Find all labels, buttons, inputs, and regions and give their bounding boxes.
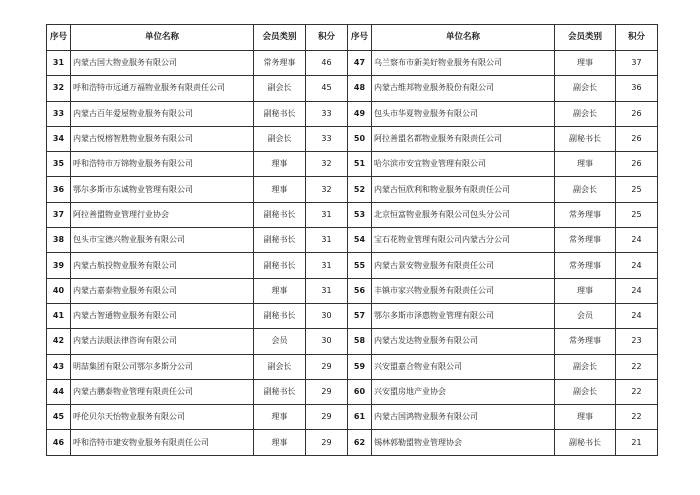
table-row (47, 278, 658, 303)
member-type-right: 常务理事 (555, 329, 616, 354)
seq-left: 45 (47, 405, 71, 430)
seq-left: 42 (47, 329, 71, 354)
seq-left: 35 (47, 152, 71, 177)
unit-name-right: 北京恒富物业服务有限公司包头分公司 (372, 202, 555, 227)
seq-right: 56 (348, 278, 372, 303)
unit-name-left: 内蒙古航投物业服务有限公司 (71, 253, 254, 278)
score-left: 29 (306, 430, 348, 455)
member-type-right: 副会长 (555, 379, 616, 404)
table-row (47, 152, 658, 177)
member-type-left: 副秘书长 (254, 228, 306, 253)
score-right: 25 (616, 177, 658, 202)
header-seq-right: 序号 (348, 25, 372, 51)
table-row (47, 303, 658, 328)
member-type-left: 理事 (254, 405, 306, 430)
seq-left: 43 (47, 354, 71, 379)
score-right: 26 (616, 101, 658, 126)
member-type-left: 理事 (254, 177, 306, 202)
member-type-right: 副秘书长 (555, 126, 616, 151)
score-left: 31 (306, 228, 348, 253)
score-right: 25 (616, 202, 658, 227)
score-left: 29 (306, 405, 348, 430)
score-left: 31 (306, 253, 348, 278)
score-left: 32 (306, 177, 348, 202)
seq-right: 51 (348, 152, 372, 177)
unit-name-right: 内蒙古景安物业服务有限责任公司 (372, 253, 555, 278)
member-type-left: 副会长 (254, 354, 306, 379)
seq-left: 40 (47, 278, 71, 303)
unit-name-right: 内蒙古维邦物业服务股份有限公司 (372, 76, 555, 101)
table-body (47, 51, 658, 456)
unit-name-left: 呼和浩特市万锦物业服务有限公司 (71, 152, 254, 177)
member-type-left: 副秘书长 (254, 101, 306, 126)
table-row (47, 329, 658, 354)
seq-right: 60 (348, 379, 372, 404)
score-right: 22 (616, 379, 658, 404)
score-right: 26 (616, 126, 658, 151)
unit-name-left: 呼伦贝尔天怡物业服务有限公司 (71, 405, 254, 430)
unit-name-left: 内蒙古百年爱屋物业服务有限公司 (71, 101, 254, 126)
unit-name-left: 呼和浩特市建安物业服务有限责任公司 (71, 430, 254, 455)
member-type-right: 副会长 (555, 354, 616, 379)
header-name-right: 单位名称 (372, 25, 555, 51)
unit-name-left: 内蒙古国大物业服务有限公司 (71, 51, 254, 76)
score-left: 29 (306, 379, 348, 404)
table-row (47, 202, 658, 227)
unit-name-left: 内蒙古嘉泰物业服务有限公司 (71, 278, 254, 303)
score-right: 21 (616, 430, 658, 455)
member-type-right: 理事 (555, 405, 616, 430)
unit-name-left: 阿拉善盟物业管理行业协会 (71, 202, 254, 227)
member-type-right: 副会长 (555, 101, 616, 126)
member-score-sheet (46, 24, 657, 456)
score-right: 24 (616, 278, 658, 303)
seq-right: 52 (348, 177, 372, 202)
member-type-left: 副秘书长 (254, 303, 306, 328)
table-row (47, 379, 658, 404)
header-row (47, 25, 658, 51)
score-right: 24 (616, 228, 658, 253)
score-right: 36 (616, 76, 658, 101)
member-type-left: 理事 (254, 152, 306, 177)
unit-name-left: 呼和浩特市远通万福物业服务有限责任公司 (71, 76, 254, 101)
score-right: 23 (616, 329, 658, 354)
member-type-right: 常务理事 (555, 228, 616, 253)
seq-left: 33 (47, 101, 71, 126)
member-type-left: 理事 (254, 430, 306, 455)
table-row (47, 430, 658, 455)
score-left: 29 (306, 354, 348, 379)
score-right: 24 (616, 303, 658, 328)
member-type-right: 理事 (555, 278, 616, 303)
seq-left: 38 (47, 228, 71, 253)
table-row (47, 177, 658, 202)
member-type-right: 副会长 (555, 76, 616, 101)
unit-name-right: 哈尔滨市安宜物业管理有限公司 (372, 152, 555, 177)
seq-left: 39 (47, 253, 71, 278)
score-right: 37 (616, 51, 658, 76)
header-type-left: 会员类别 (254, 25, 306, 51)
header-type-right: 会员类别 (555, 25, 616, 51)
score-left: 30 (306, 303, 348, 328)
score-left: 33 (306, 101, 348, 126)
score-left: 31 (306, 202, 348, 227)
member-type-left: 副会长 (254, 76, 306, 101)
header-seq-left: 序号 (47, 25, 71, 51)
unit-name-left: 内蒙古鹏泰物业管理有限责任公司 (71, 379, 254, 404)
member-type-right: 副秘书长 (555, 430, 616, 455)
member-type-right: 会员 (555, 303, 616, 328)
table-row (47, 354, 658, 379)
score-left: 33 (306, 126, 348, 151)
seq-left: 31 (47, 51, 71, 76)
seq-right: 50 (348, 126, 372, 151)
score-right: 22 (616, 354, 658, 379)
seq-right: 58 (348, 329, 372, 354)
table-row (47, 101, 658, 126)
seq-right: 57 (348, 303, 372, 328)
unit-name-right: 内蒙古发达物业服务有限公司 (372, 329, 555, 354)
seq-right: 59 (348, 354, 372, 379)
unit-name-left: 包头市宝德兴物业服务有限公司 (71, 228, 254, 253)
table-row (47, 405, 658, 430)
score-left: 32 (306, 152, 348, 177)
header-score-right: 积分 (616, 25, 658, 51)
unit-name-left: 明喆集团有限公司鄂尔多斯分公司 (71, 354, 254, 379)
member-type-left: 副秘书长 (254, 379, 306, 404)
member-type-right: 副会长 (555, 177, 616, 202)
seq-right: 49 (348, 101, 372, 126)
table-row (47, 228, 658, 253)
table-row (47, 126, 658, 151)
unit-name-right: 阿拉善盟名都物业服务有限责任公司 (372, 126, 555, 151)
seq-left: 41 (47, 303, 71, 328)
unit-name-left: 内蒙古悦榕智胜物业服务有限公司 (71, 126, 254, 151)
seq-left: 34 (47, 126, 71, 151)
seq-left: 44 (47, 379, 71, 404)
unit-name-right: 宝石花物业管理有限公司内蒙古分公司 (372, 228, 555, 253)
score-left: 31 (306, 278, 348, 303)
seq-right: 55 (348, 253, 372, 278)
score-right: 26 (616, 152, 658, 177)
unit-name-left: 内蒙古智通物业服务有限公司 (71, 303, 254, 328)
score-right: 22 (616, 405, 658, 430)
header-name-left: 单位名称 (71, 25, 254, 51)
unit-name-right: 内蒙古国鸿物业服务有限公司 (372, 405, 555, 430)
unit-name-right: 锡林郭勒盟物业管理协会 (372, 430, 555, 455)
score-left: 30 (306, 329, 348, 354)
member-type-right: 常务理事 (555, 253, 616, 278)
unit-name-left: 内蒙古法眼法律咨询有限公司 (71, 329, 254, 354)
unit-name-right: 包头市华夏物业服务有限公司 (372, 101, 555, 126)
member-type-left: 副秘书长 (254, 202, 306, 227)
member-score-table (46, 24, 658, 456)
unit-name-left: 鄂尔多斯市东诚物业管理有限公司 (71, 177, 254, 202)
unit-name-right: 内蒙古恒欣利和物业服务有限责任公司 (372, 177, 555, 202)
member-type-right: 常务理事 (555, 202, 616, 227)
unit-name-right: 乌兰察布市新美好物业服务有限公司 (372, 51, 555, 76)
seq-right: 61 (348, 405, 372, 430)
member-type-left: 常务理事 (254, 51, 306, 76)
member-type-left: 副会长 (254, 126, 306, 151)
seq-left: 36 (47, 177, 71, 202)
seq-left: 46 (47, 430, 71, 455)
seq-right: 47 (348, 51, 372, 76)
table-row (47, 76, 658, 101)
member-type-right: 理事 (555, 51, 616, 76)
score-left: 46 (306, 51, 348, 76)
member-type-left: 会员 (254, 329, 306, 354)
member-type-left: 理事 (254, 278, 306, 303)
seq-left: 32 (47, 76, 71, 101)
table-row (47, 51, 658, 76)
score-right: 24 (616, 253, 658, 278)
unit-name-right: 鄂尔多斯市泽惠物业管理有限公司 (372, 303, 555, 328)
seq-right: 54 (348, 228, 372, 253)
seq-right: 53 (348, 202, 372, 227)
seq-left: 37 (47, 202, 71, 227)
member-type-right: 理事 (555, 152, 616, 177)
seq-right: 48 (348, 76, 372, 101)
unit-name-right: 兴安盟房地产业协会 (372, 379, 555, 404)
table-row (47, 253, 658, 278)
score-left: 45 (306, 76, 348, 101)
seq-right: 62 (348, 430, 372, 455)
member-type-left: 副秘书长 (254, 253, 306, 278)
unit-name-right: 兴安盟嘉合物业有限公司 (372, 354, 555, 379)
header-score-left: 积分 (306, 25, 348, 51)
unit-name-right: 丰镇市家兴物业服务有限责任公司 (372, 278, 555, 303)
